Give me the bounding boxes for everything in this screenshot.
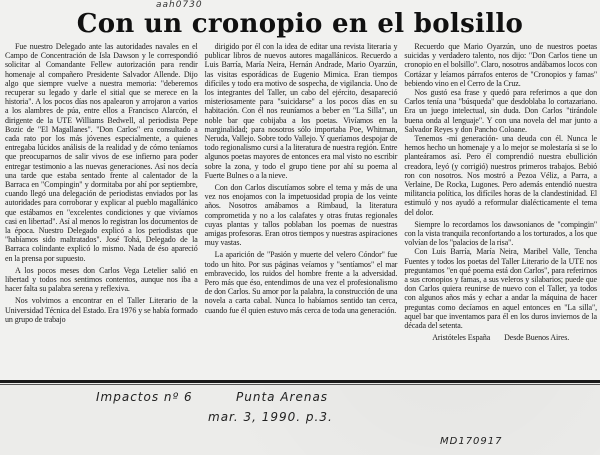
paragraph: Nos gustó esa frase y quedó para referirnos a que don Carlos tenía una "búsqueda" que desdoblaba lo cortazariano. Era un juego intelectual, sin duda. Don Carlos "tirándole buena onda al lenguaje". Y con una novela del mar junto a Salvador Reyes y don Pancho Coloane.: [404, 88, 598, 134]
paragraph: A los pocos meses don Carlos Vega Letelier salió en libertad y todos nos sentimos contentos, aunque nos iba a hacer falta su palabra serena y reflexiva.: [5, 265, 198, 294]
paragraph: Nos volvimos a encontrar en el Taller Literario de la Universidad Técnica del Estado. Era 1976 y se había formado un grupo de trabajo: [5, 296, 198, 324]
author-name: Aristóteles España: [432, 333, 491, 343]
paragraph: Con don Carlos discutíamos sobre el tema y más de una vez nos enojamos con la impetuosidad propia de los veinte años. Nosotros amábamos a Rimbaud, la literatura comprometida y no a los calafates y otras frutas regionales cuyas plantas y tallos poblaban los poemas de nuestras amigas profesoras. Eran otros tiempos y nuestras aspiraciones muy vastas.: [204, 183, 398, 248]
paragraph: Con Luis Barría, María Neira, Maribel Valle, Tencha Fuentes y todos los poetas del Taller Literario de la UTE nos preguntamos "en qué poema está don Carlos", para referirnos a sus cronopios y famas, a sus veleros y silabarios; puede que don Carlos quiera reunirse de nuevo con el Taller, ya todos con algunos años más y echar a andar la máquina de hacer preguntas como decíamos en aquel entonces en "La silla", aquel bar que inventamos para él en los duros inviernos de la década del setenta.: [404, 247, 598, 331]
signature: [404, 333, 597, 342]
paragraph: La aparición de "Pasión y muerte del velero Cóndor" fue todo un hito. Por sus páginas veíamos y "sentíamos" el mar embravecido, los ruidos del hombre frente a la adversidad. Pero más que éso, entendimos de una vez el profesionalismo de don Carlos. Su amor por la palabra, la construcción de una novela a carta cabal. Nunca lo habíamos sentido tan cerca, cuando fue él quien estuvo más cerca de toda una generación.: [204, 250, 398, 315]
handwritten-reference: MD170917: [440, 436, 503, 447]
column-3: [404, 42, 597, 378]
bottom-rule: [0, 380, 600, 383]
paragraph: dirigido por él con la idea de editar una revista literaria y publicar libros de nuevos autores magallánicos. Recuerdo a Luis Barría, María Neira, Hernán Andrade, Mario Oyarzún, las visitas esporádicas de Eugenio Mimica. Eran tiempos difíciles y todo era motivo de sospecha, de vigilancia. Uno de los integrantes del Taller, un cabo del ejército, desapareció misteriosamente para "suicidarse" a los pocos días en su habitación. Con él nos reuníamos a beber en "La Silla", un noble bar que cobijaba a los poetas. Vivíamos en la marginalidad; para nosotros sólo importaba Poe, Whitman, Neruda, Vallejo. Sobre todo Vallejo. Y queríamos despojar de todo regionalismo cursi a la literatura de nuestra región. Entre algunos poetas mayores de entonces era mal visto no escribir sobre la zona, y todo el grupo tiene por ahí su poema al Fuerte Bulnes o a la nieve.: [204, 42, 398, 180]
paragraph: Recuerdo que Mario Oyarzún, uno de nuestros poetas suicidas y verdadero talento, nos dijo: "Don Carlos tiene un cronopio en el bolsillo". Claro, nosotros andábamos locos con Cortázar y leíamos párrafos enteros de "Cronopios y famas" bebiendo vino en el Cerro de la Cruz.: [404, 42, 598, 88]
bottom-rule-thin: [0, 384, 600, 385]
column-1: [5, 42, 198, 378]
column-2: [205, 42, 398, 378]
paragraph: Fue nuestro Delegado ante las autoridades navales en el Campo de Concentración de Isla Dawson y le correspondió solicitar al Comandante Fellew autorización para rendir homenaje al compañero Presidente Salvador Allende. Dijo algo que siempre vuelve a nuestra memoria: "deberemos recuperar su legado y darle el sitial que se merece en la historia". A los pocos días nos apalearon y arrojaron a varios a los alambres de púa, entre ellos a Francisco Alarcón, el dirigente de la UTE Williams Bedwell, al periodista Pepe Bozic de "El Magallanes". "Don Carlos" era consultado a cada rato por los más jóvenes especialmente, a quienes entregaba lúcidos análisis de la realidad y de cómo teníamos que preocuparnos de salir vivos de ese infierno para poder entregar testimonio a las nuevas generaciones. Así nos decía una tarde que estaba sentado frente al calentador de la Barraca en "Compingin" y dormitaba por ahí por septiembre, cuando llegó una delegación de periodistas enviados por las autoridades para corroborar y explicar al pueblo magallánico que estábamos en "excelentes condiciones y que vivíamos casi en libertad". Así al menos lo registran los documentos de la época. Nuestro Delegado explicó a los periodistas que "habíamos sido maltratados". José Tohá, Delegado de la Barraca colindante explicó lo mismo. Nada de éso apareció en la prensa por supuesto.: [5, 42, 198, 263]
handwritten-source: Impactos nº 6: [96, 390, 193, 404]
handwritten-place: Punta Arenas: [236, 390, 329, 404]
paragraph: Tenemos -mi generación- una deuda con él. Nunca le hemos hecho un homenaje y a lo mejor se molestaría si se lo planteáramos así. Pero él comprendió nuestra ebullición creadora, leyó (y corrigió) nuestros primeros trabajos. Bebió ron con nosotros. Nos mostró a Pezoa Véliz, a Parra, a Verlaine, De Rocka, Lugones. Pero además entendió nuestra militancia política, los difíciles horas de la clandestinidad. El estimuló y nos ayudó a reformular dialécticamente el tema del dolor.: [404, 134, 598, 217]
article-body: [5, 42, 597, 378]
paragraph: Siempre lo recordamos los dawsonianos de "compingin" con la vista tranquila reconfortando a los torturados, a los que volvían de los "palacios de la risa".: [404, 219, 598, 248]
handwritten-date: mar. 3, 1990. p.3.: [208, 410, 333, 424]
archive-code: aah0730: [156, 0, 203, 10]
headline: Con un cronopio en el bolsillo: [76, 9, 524, 39]
author-location: Desde Buenos Aires.: [504, 333, 570, 343]
